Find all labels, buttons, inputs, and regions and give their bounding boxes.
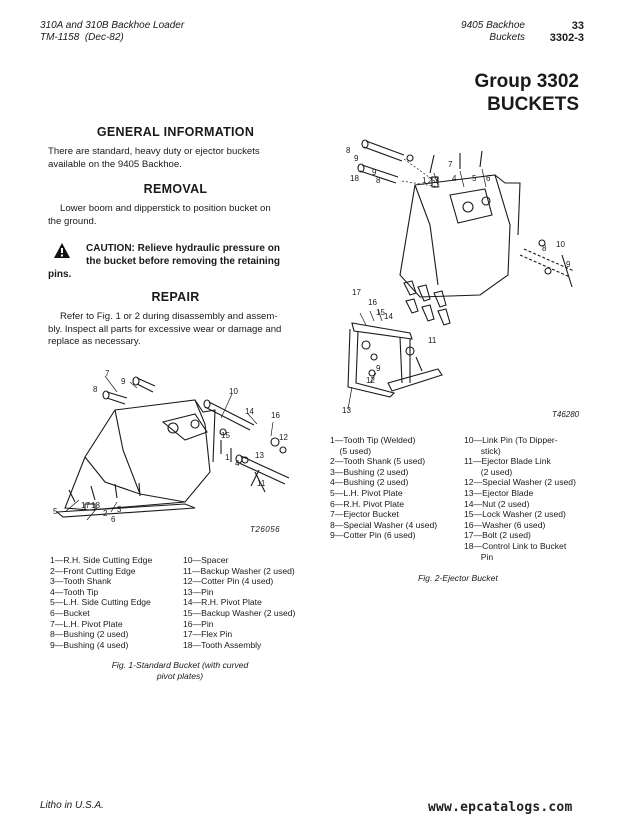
legend-item: 18—Tooth Assembly xyxy=(183,639,262,650)
fig1-callout: 11 xyxy=(257,479,266,488)
fig2-callout: 9 xyxy=(376,364,381,373)
legend-item: 12—Cotter Pin (4 used) xyxy=(183,576,274,587)
fig2-callout: 18 xyxy=(350,174,359,183)
header-right xyxy=(530,20,584,44)
manual-number: TM-1158 (Dec-82) xyxy=(40,32,124,43)
fig2-callout: 7 xyxy=(448,160,453,169)
legend-item: 11—Backup Washer (2 used) xyxy=(183,565,295,576)
legend-item: 4—Bushing (2 used) xyxy=(330,477,409,488)
fig1-legend-left xyxy=(50,555,152,650)
fig1-legend-right xyxy=(183,555,295,650)
legend-item: 1—Tooth Tip (Welded) xyxy=(330,435,416,445)
fig2-callout: 16 xyxy=(368,298,377,307)
fig1-callout: 6 xyxy=(111,515,116,524)
fig1-callout: 17 xyxy=(81,501,90,510)
group-number: Group 3302 xyxy=(474,71,579,92)
legend-item: 13—Pin xyxy=(183,586,214,597)
legend-item: 17—Bolt (2 used) xyxy=(464,530,531,541)
fig2-callout: 4 xyxy=(452,174,457,183)
fig2-callout: 9 xyxy=(566,260,571,269)
footer-litho: Litho in U.S.A. xyxy=(40,800,104,811)
fig1-callout: 13 xyxy=(255,451,264,460)
legend-item: 13—Ejector Blade xyxy=(464,487,534,498)
fig2-callout: 9 xyxy=(372,168,377,177)
fig1-caption: Fig. 1-Standard Bucket (with curved pivot plates) xyxy=(111,660,249,681)
legend-item: 11—Ejector Blade Link xyxy=(464,456,551,467)
fig2-callout: 6 xyxy=(486,174,491,183)
legend-item: 7—Ejector Bucket xyxy=(330,509,399,520)
figure-2-ejector-bucket xyxy=(330,125,595,425)
fig1-callout: 15 xyxy=(221,431,230,440)
fig1-callout: 1 xyxy=(225,453,230,462)
page-number: 33 xyxy=(571,20,584,32)
legend-item: 2—Front Cutting Edge xyxy=(50,565,136,576)
repair-heading: REPAIR xyxy=(151,290,200,304)
fig2-legend-right xyxy=(464,435,576,562)
fig2-callout: 8 xyxy=(376,176,381,185)
legend-item: 4—Tooth Tip xyxy=(50,586,99,597)
fig1-callout: 16 xyxy=(271,411,280,420)
cutting-edge xyxy=(57,504,195,517)
fig1-callout: 7 xyxy=(105,369,110,378)
fig2-callout: 2 xyxy=(428,176,433,185)
fig2-callout: 9 xyxy=(354,154,359,163)
legend-item: 5—L.H. Pivot Plate xyxy=(330,487,403,498)
removal-heading: REMOVAL xyxy=(143,182,208,196)
removal-text: Lower boom and dipperstick to position bucket on the ground. xyxy=(48,203,271,227)
manual-title: 310A and 310B Backhoe Loader xyxy=(40,20,185,31)
fig2-callout: 10 xyxy=(556,240,565,249)
legend-item: 3—Bushing (2 used) xyxy=(330,466,409,477)
warning-triangle-icon xyxy=(54,243,70,258)
fig2-callout: 17 xyxy=(352,288,361,297)
fig2-callout: 12 xyxy=(366,376,375,385)
repair-text: Refer to Fig. 1 or 2 during disassembly and assem- bly. Inspect all parts for excessive wear or damage and replace as necessary. xyxy=(48,311,282,347)
legend-item: 16—Pin xyxy=(183,618,214,629)
legend-item: 2—Tooth Shank (5 used) xyxy=(330,456,426,467)
legend-item: 14—R.H. Pivot Plate xyxy=(183,597,262,608)
fig1-callout: 3 xyxy=(117,505,122,514)
fig1-callout: 2 xyxy=(103,509,108,518)
section-code: 3302-3 xyxy=(549,32,584,44)
legend-item: 18—Control Link to Bucket xyxy=(464,540,567,551)
legend-item: 3—Tooth Shank xyxy=(50,576,112,587)
ejector-bucket-shell xyxy=(400,175,510,297)
legend-item: 7—L.H. Pivot Plate xyxy=(50,618,123,629)
legend-item: 9—Cotter Pin (6 used) xyxy=(330,530,416,541)
fig2-callout: 14 xyxy=(384,312,393,321)
legend-item: 6—R.H. Pivot Plate xyxy=(330,498,405,509)
fig1-callout: 4 xyxy=(235,459,240,468)
legend-item: 12—Special Washer (2 used) xyxy=(464,477,576,488)
fig1-callout: 12 xyxy=(279,433,288,442)
fig2-callout: 5 xyxy=(472,174,477,183)
fig2-callout: 8 xyxy=(542,244,547,253)
caution-note: CAUTION: Relieve hydraulic pressure on the bucket before removing the retaining pins. xyxy=(48,243,280,280)
legend-item: 10—Spacer xyxy=(183,555,229,565)
fig1-callout: 14 xyxy=(245,407,254,416)
legend-item: (5 used) xyxy=(330,445,372,456)
fig2-callout: 3 xyxy=(434,176,439,185)
legend-item: 5—L.H. Side Cutting Edge xyxy=(50,597,151,608)
fig2-caption: Fig. 2-Ejector Bucket xyxy=(418,573,498,583)
figure-1-standard-bucket xyxy=(45,362,310,542)
fig1-callout: 9 xyxy=(121,377,126,386)
header-left xyxy=(40,20,184,44)
product-name: 9405 Backhoe xyxy=(461,20,525,31)
fig2-callout: 8 xyxy=(346,146,351,155)
fig1-serial: T26056 xyxy=(250,525,281,534)
fig1-callout: 5 xyxy=(53,507,58,516)
legend-item: 10—Link Pin (To Dipper- xyxy=(464,435,558,445)
legend-item: 15—Lock Washer (2 used) xyxy=(464,509,566,520)
fig1-callout: 18 xyxy=(91,501,100,510)
fig2-callout: 13 xyxy=(342,406,351,415)
legend-item: 9—Bushing (4 used) xyxy=(50,639,129,650)
legend-item: 17—Flex Pin xyxy=(183,629,233,640)
legend-item: 8—Special Washer (4 used) xyxy=(330,519,438,530)
legend-item: 6—Bucket xyxy=(50,607,90,618)
legend-item: 15—Backup Washer (2 used) xyxy=(183,607,296,618)
header-center xyxy=(453,20,525,44)
legend-item: 1—R.H. Side Cutting Edge xyxy=(50,555,153,565)
legend-item: Pin xyxy=(464,551,494,562)
fig2-callout: 1 xyxy=(422,176,427,185)
footer-website: www.epcatalogs.com xyxy=(428,800,573,815)
legend-item: (2 used) xyxy=(464,466,513,477)
group-title xyxy=(474,70,579,116)
fig2-callout: 15 xyxy=(376,308,385,317)
legend-item: 14—Nut (2 used) xyxy=(464,498,530,509)
legend-item: stick) xyxy=(464,445,501,456)
fig2-legend-left xyxy=(330,435,437,541)
fig2-callout: 11 xyxy=(428,336,437,345)
fig2-serial: T46280 xyxy=(552,410,580,419)
section-name: Buckets xyxy=(489,32,525,43)
group-name: BUCKETS xyxy=(487,94,579,115)
legend-item: 8—Bushing (2 used) xyxy=(50,629,129,640)
general-information-text: There are standard, heavy duty or ejector buckets available on the 9405 Backhoe. xyxy=(48,146,260,170)
fig1-callout: 8 xyxy=(93,385,98,394)
general-information-heading: GENERAL INFORMATION xyxy=(96,125,255,139)
legend-item: 16—Washer (6 used) xyxy=(464,519,546,530)
fig1-callout: 10 xyxy=(229,387,238,396)
